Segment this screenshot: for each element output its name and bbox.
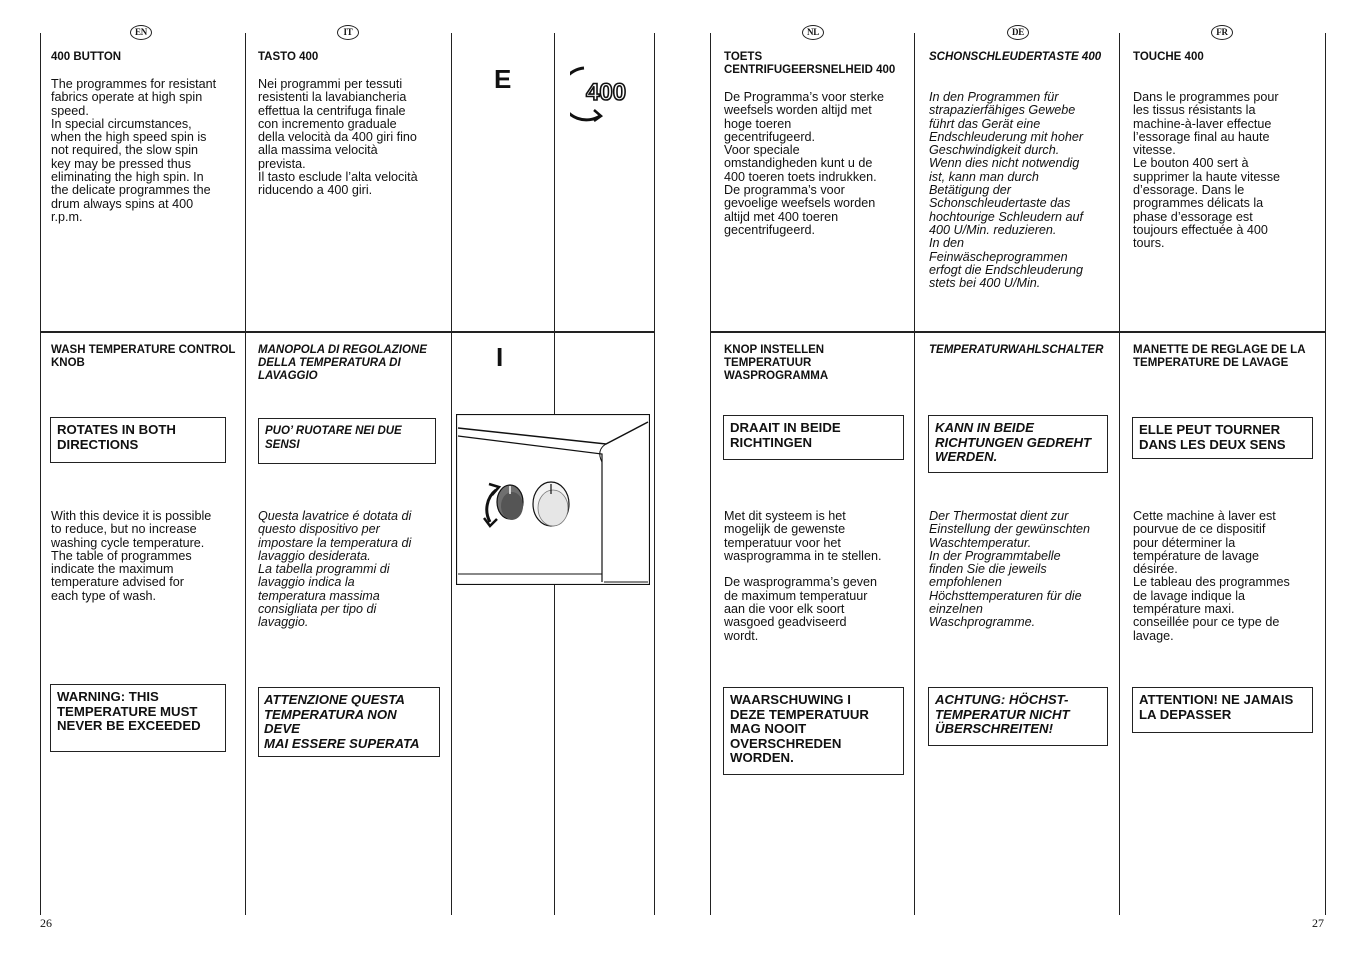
section-letter-e: E — [494, 64, 512, 94]
fr-400-body: Dans le programmes pour les tissus résistants la machine-à-laver effectue l’essorage final au haute vitesse. Le bouton 400 sert à supprimer la haute vitesse d’essorage. Dans le programmes délicats la phase d’essorage est toujours effectuée à 400 tours. — [1133, 90, 1280, 251]
spin-400-icon-label: 400 — [586, 79, 627, 106]
language-badge-en: EN — [130, 25, 152, 40]
column-divider — [451, 33, 452, 915]
nl-400-body: De Programma’s voor sterke weefsels worden altijd met hoge toeren gecentrifugeerd. Voor speciale omstandigheden kunt u de 400 toeren toets indrukken. De programma’s voor gevoelige weefsels worden altijd met 400 toeren gecentrifugeerd. — [724, 90, 885, 237]
en-warning-box: WARNING: THIS TEMPERATURE MUST NEVER BE EXCEEDED — [50, 684, 226, 752]
en-temp-body: With this device it is possible to reduce, but no increase washing cycle temperature. The table of programmes indicate the maximum temperature advised for each type of wash. — [51, 509, 212, 603]
section-letter-i: I — [496, 342, 504, 372]
nl-rotate-box: DRAAIT IN BEIDE RICHTINGEN — [723, 415, 904, 460]
language-badge-de: DE — [1007, 25, 1029, 40]
language-badge-fr: FR — [1211, 25, 1233, 40]
de-temp-title: TEMPERATURWAHLSCHALTER — [929, 344, 1104, 356]
it-rotate-box: PUO’ RUOTARE NEI DUE SENSI — [258, 418, 436, 464]
fr-rotate-box: ELLE PEUT TOURNER DANS LES DEUX SENS — [1132, 417, 1313, 459]
column-divider — [1325, 33, 1326, 915]
row-divider-right — [710, 331, 1326, 333]
language-badge-it: IT — [337, 25, 359, 40]
de-400-body: In den Programmen für strapazierfähiges Gewebe führt das Gerät eine Endschleuderung mit hoher Geschwindigkeit durch. Wenn dies nicht notwendig ist, kann man durch Betätigung der Schonschleudertaste das hochtourige Schleudern auf 400 U/Min. reduzieren. In den Feinwäscheprogrammen erfogt die Endschleuderung stets bei 400 U/Min. — [929, 90, 1084, 291]
row-divider-left — [40, 331, 655, 333]
nl-temp-body: Met dit systeem is het mogelijk de gewenste temperatuur voor het wasprogramma in te stellen. De wasprogramma’s geven de maximum temperatuur aan die voor elk soort wasgoed geadviseerd wordt. — [724, 509, 882, 643]
de-rotate-box: KANN IN BEIDE RICHTUNGEN GEDREHT WERDEN. — [928, 415, 1108, 473]
column-divider — [1119, 33, 1120, 915]
nl-warning-box: WAARSCHUWING I DEZE TEMPERATUUR MAG NOOIT OVERSCHREDEN WORDEN. — [723, 687, 904, 775]
column-divider — [245, 33, 246, 915]
spin-400-icon — [570, 58, 640, 124]
column-divider — [654, 33, 655, 915]
en-400-title: 400 BUTTON — [51, 51, 122, 63]
it-400-body: Nei programmi per tessuti resistenti la lavabiancheria effettua la centrifuga finale con incremento graduale della velocità da 400 giri fino alla massima velocità prevista. Il tasto esclude l’alta velocità riducendo a 400 giri. — [258, 77, 418, 198]
page-number-left: 26 — [40, 916, 52, 930]
fr-400-title: TOUCHE 400 — [1133, 51, 1204, 63]
fr-warning-box: ATTENTION! NE JAMAIS LA DEPASSER — [1132, 687, 1313, 733]
column-divider — [914, 33, 915, 915]
language-badge-nl: NL — [802, 25, 824, 40]
de-400-title: SCHONSCHLEUDERTASTE 400 — [929, 51, 1102, 63]
it-temp-title: MANOPOLA DI REGOLAZIONE DELLA TEMPERATURA DI LAVAGGIO — [258, 344, 427, 382]
page-number-right: 27 — [1312, 916, 1324, 930]
nl-temp-title: KNOP INSTELLEN TEMPERATUUR WASPROGRAMMA — [724, 344, 829, 382]
machine-panel-illustration — [456, 414, 650, 585]
it-400-title: TASTO 400 — [258, 51, 319, 63]
column-divider — [40, 33, 41, 915]
nl-400-title: TOETS CENTRIFUGEERSNELHEID 400 — [724, 51, 896, 76]
it-warning-box: ATTENZIONE QUESTA TEMPERATURA NON DEVE MAI ESSERE SUPERATA — [258, 687, 440, 757]
en-temp-title: WASH TEMPERATURE CONTROL KNOB — [51, 344, 236, 369]
de-temp-body: Der Thermostat dient zur Einstellung der gewünschten Waschtemperatur. In der Programmtabelle finden Sie die jeweils empfohlenen Höchsttemperaturen für die einzelnen Waschprogramme. — [929, 509, 1091, 630]
fr-temp-body: Cette machine à laver est pourvue de ce dispositif pour déterminer la température de lavage désirée. Le tableau des programmes de lavage indique la température maxi. conseillée pour ce type de lavage. — [1133, 509, 1290, 643]
en-400-body: The programmes for resistant fabrics operate at high spin speed. In special circumstances, when the high speed spin is not required, the slow spin key may be pressed thus eliminating the high spin. In the delicate programmes the drum always spins at 400 r.p.m. — [51, 77, 217, 224]
it-temp-body: Questa lavatrice é dotata di questo dispositivo per impostare la temperatura di lavaggio desiderata. La tabella programmi di lavaggio indica la temperatura massima consigliata per tipo di lavaggio. — [258, 509, 412, 630]
fr-temp-title: MANETTE DE REGLAGE DE LA TEMPERATURE DE LAVAGE — [1133, 344, 1306, 369]
column-divider — [710, 33, 711, 915]
en-rotate-box: ROTATES IN BOTH DIRECTIONS — [50, 417, 226, 463]
de-warning-box: ACHTUNG: HÖCHST- TEMPERATUR NICHT ÜBERSCHREITEN! — [928, 687, 1108, 746]
